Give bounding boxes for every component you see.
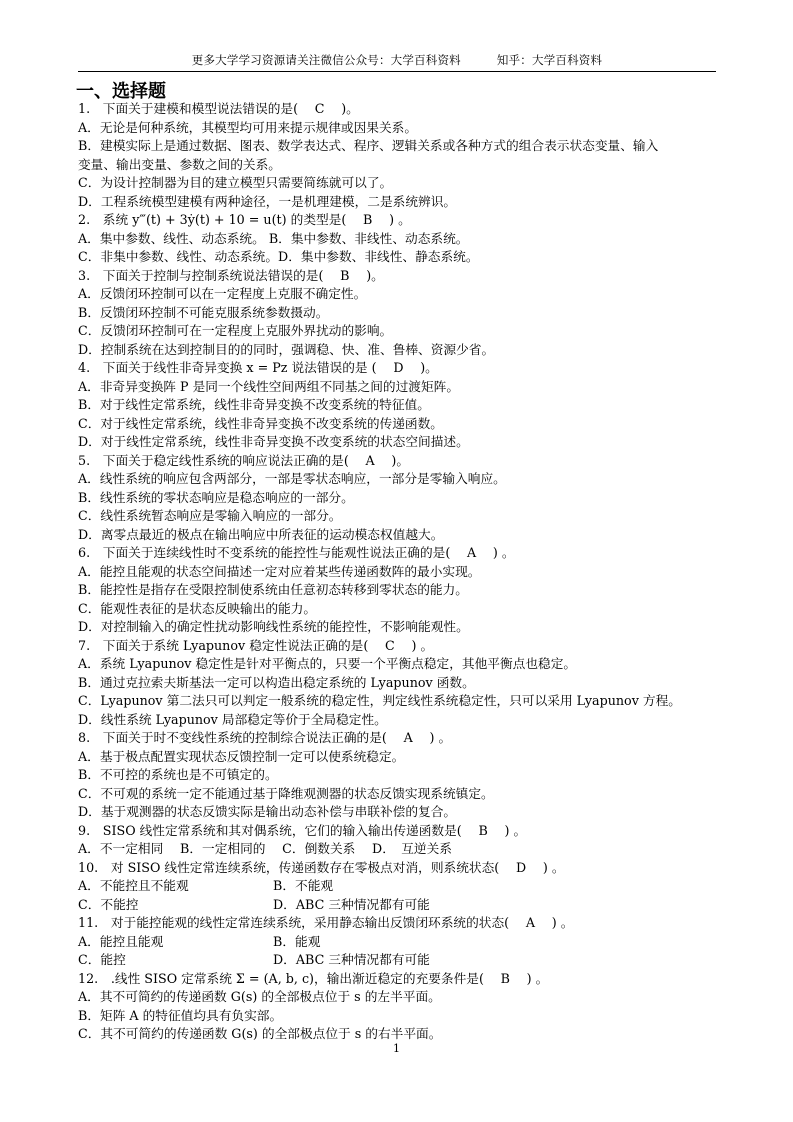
- option-text: B．不能观: [273, 878, 334, 893]
- option-line: B．不可控的系统也是不可镇定的。: [78, 767, 278, 782]
- question-line: 4. 下面关于线性非奇异变换 x = Pz 说法错误的是 ( D )。: [78, 360, 438, 375]
- option-line: A．不一定相同 B．一定相同的 C．倒数关系 D． 互逆关系: [78, 841, 452, 856]
- option-line: 变量、输出变量、参数之间的关系。: [78, 156, 281, 172]
- option-line: C．能观性表征的是状态反映输出的能力。: [78, 600, 317, 616]
- option-line: C．反馈闭环控制可在一定程度上克服外界扰动的影响。: [78, 323, 393, 338]
- question-line: 1. 下面关于建模和模型说法错误的是( C )。: [78, 101, 359, 116]
- option-line: B．线性系统的零状态响应是稳态响应的一部分。: [78, 489, 354, 505]
- option-line: B．矩阵 A 的特征值均具有负实部。: [78, 1007, 283, 1023]
- option-text: A．不能控且不能观: [78, 878, 189, 893]
- page-number: 1: [393, 1042, 400, 1055]
- question-line: 9. SISO 线性定常系统和其对偶系统，它们的输入输出传递函数是( B ) 。: [78, 822, 527, 838]
- option-text: C．不能控: [78, 896, 139, 912]
- option-line: A．基于极点配置实现状态反馈控制一定可以使系统稳定。: [78, 748, 405, 764]
- option-text: B．能观: [273, 933, 321, 949]
- option-line: A．反馈闭环控制可以在一定程度上克服不确定性。: [78, 286, 367, 301]
- option-line: C．不可观的系统一定不能通过基于降维观测器的状态反馈实现系统镇定。: [78, 785, 494, 801]
- question-line: 10. 对 SISO 线性定常连续系统，传递函数存在零极点对消，则系统状态( D ) 。: [78, 859, 565, 875]
- option-line: D．线性系统 Lyapunov 局部稳定等价于全局稳定性。: [78, 711, 387, 727]
- option-line: D．基于观测器的状态反馈实际是输出动态补偿与串联补偿的复合。: [78, 804, 457, 819]
- option-line: A．其不可简约的传递函数 G(s) 的全部极点位于 s 的左半平面。: [78, 989, 441, 1004]
- option-line: B．反馈闭环控制不可能克服系统参数摄动。: [78, 304, 329, 320]
- section-title: 一、选择题: [76, 81, 166, 102]
- option-line: D．对于线性定常系统，线性非奇异变换不改变系统的状态空间描述。: [78, 434, 469, 449]
- header-zhihu-text: 知乎：大学百科资料: [496, 53, 603, 67]
- option-line: A．系统 Lyapunov 稳定性是针对平衡点的，只要一个平衡点稳定，其他平衡点也稳定。: [78, 656, 577, 671]
- option-line: D．工程系统模型建模有两种途径，一是机理建模，二是系统辨识。: [78, 193, 457, 209]
- option-line: C．线性系统暂态响应是零输入响应的一部分。: [78, 508, 342, 523]
- question-line: 5. 下面关于稳定线性系统的响应说法正确的是( A )。: [78, 452, 410, 468]
- question-line: 11. 对于能控能观的线性定常连续系统，采用静态输出反馈闭环系统的状态( A ) 。: [78, 915, 574, 930]
- option-line: A．无论是何种系统，其模型均可用来提示规律或因果关系。: [78, 119, 418, 135]
- option-line: A．线性系统的响应包含两部分，一部是零状态响应，一部分是零输入响应。: [78, 471, 506, 486]
- option-line: C．非集中参数、线性、动态系统。D．集中参数、非线性、静态系统。: [78, 249, 479, 264]
- header-rule: [78, 71, 716, 72]
- question-line: 3. 下面关于控制与控制系统说法错误的是( B )。: [78, 267, 384, 283]
- question-line: 7. 下面关于系统 Lyapunov 稳定性说法正确的是( C ) 。: [78, 637, 434, 653]
- option-pair-line: [78, 951, 723, 970]
- option-line: C．为设计控制器为目的建立模型只需要简练就可以了。: [78, 175, 393, 190]
- question-line: 2. 系统 y‴(t) + 3ẏ(t) + 10 = u(t) 的类型是( B ) 。: [78, 212, 411, 227]
- option-line: C．其不可简约的传递函数 G(s) 的全部极点位于 s 的右半平面。: [78, 1026, 442, 1041]
- header-wechat-text: 更多大学学习资源请关注微信公众号：大学百科资料: [191, 53, 461, 67]
- option-pair-line: [78, 877, 723, 896]
- option-line: D．对控制输入的确定性扰动影响线性系统的能控性，不影响能观性。: [78, 619, 469, 634]
- question-line: 6. 下面关于连续线性时不变系统的能控性与能观性说法正确的是( A ) 。: [78, 545, 515, 560]
- question-list: [78, 100, 723, 1044]
- option-line: B．能控性是指存在受限控制使系统由任意初态转移到零状态的能力。: [78, 582, 468, 597]
- option-line: A．能控且能观的状态空间描述一定对应着某些传递函数阵的最小实现。: [78, 563, 481, 579]
- question-line: 12. .线性 SISO 定常系统 Σ = (A, b, c)，输出渐近稳定的充要条件是( B ) 。: [78, 970, 549, 986]
- option-line: A．非奇异变换阵 P 是同一个线性空间两组不同基之间的过渡矩阵。: [78, 378, 460, 394]
- option-line: B．建模实际上是通过数据、图表、数学表达式、程序、逻辑关系或各种方式的组合表示状态变量、输入: [78, 138, 659, 153]
- option-text: D．ABC 三种情况都有可能: [273, 952, 430, 967]
- option-pair-line: [78, 933, 723, 952]
- question-line: 8. 下面关于时不变线性系统的控制综合说法正确的是( A ) 。: [78, 730, 452, 745]
- option-line: C．Lyapunov 第二法只可以判定一般系统的稳定性，判定线性系统稳定性，只可以采用 Lyapunov 方程。: [78, 693, 681, 708]
- option-line: B．对于线性定常系统，线性非奇异变换不改变系统的特征值。: [78, 397, 430, 412]
- option-line: A．集中参数、线性、动态系统。 B．集中参数、非线性、动态系统。: [78, 230, 469, 246]
- option-line: B．通过克拉索夫斯基法一定可以构造出稳定系统的 Lyapunov 函数。: [78, 674, 475, 690]
- option-line: D．控制系统在达到控制目的的同时，强调稳、快、准、鲁棒、资源少省。: [78, 341, 495, 357]
- page-header: [78, 52, 716, 68]
- option-text: A．能控且能观: [78, 933, 164, 949]
- option-text: D．ABC 三种情况都有可能: [273, 896, 430, 912]
- option-line: D．离零点最近的极点在输出响应中所表征的运动模态权值越大。: [78, 526, 444, 542]
- option-line: C．对于线性定常系统，线性非奇异变换不改变系统的传递函数。: [78, 415, 443, 431]
- option-text: C．能控: [78, 952, 126, 967]
- option-pair-line: [78, 896, 723, 915]
